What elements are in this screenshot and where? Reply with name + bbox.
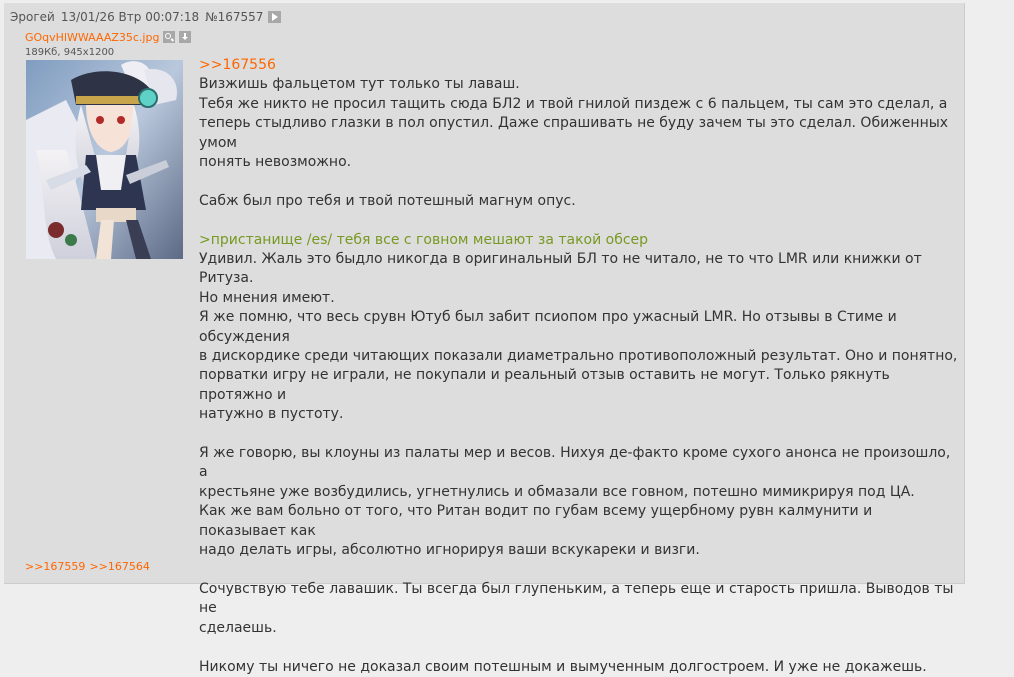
file-line — [25, 30, 191, 44]
post — [4, 3, 965, 675]
body-line: Я же помню, что весь срувн Ютуб был забит псиопом про ужасный LMR. Но отзывы в Стиме и обсуждения — [199, 309, 902, 345]
post-thumbnail[interactable] — [26, 60, 183, 259]
body-line: Я же говорю, вы клоуны из палаты мер и весов. Нихуя де-факто кроме сухого анонса не произошло, а — [199, 445, 955, 481]
reply-backlink[interactable]: >>167559 — [25, 560, 86, 573]
body-line: Тебя же никто не просил тащить сюда БЛ2 и твой гнилой пиздеж с 6 пальцем, ты сам это сделал, а — [199, 95, 948, 112]
greentext-quote: >пристанище /es/ тебя все с говном мешают за такой обсер — [199, 231, 649, 248]
body-line: Как же вам больно от того, что Ритан водит по губам всему ущербному рувн калмунити и показывает как — [199, 503, 877, 539]
body-line: понять невозможно. — [199, 154, 352, 171]
reply-backlink[interactable]: >>167564 — [89, 560, 150, 573]
body-line: сделаешь. — [199, 619, 277, 636]
post-body — [199, 56, 959, 677]
body-line: Визжишь фальцетом тут только ты лаваш. — [199, 76, 520, 93]
post-date: 13/01/26 Втр 00:07:18 — [60, 10, 200, 24]
body-line: теперь стыдливо глазки в пол опустил. Даже спрашивать не буду зачем ты это сделал. Обиженных умом — [199, 115, 953, 151]
body-line: крестьяне уже возбудились, угнетнулись и обмазали все говном, потешно мимикрируя под ЦА. — [199, 483, 915, 500]
thumbnail-image — [26, 60, 183, 259]
body-line: Никому ты ничего не доказал своим потешным и вымученным долгостроем. И уже не докажешь. — [199, 658, 927, 675]
search-icon[interactable] — [163, 31, 175, 43]
play-triangle-icon[interactable] — [268, 11, 281, 23]
body-line: Но мнения имеют. — [199, 289, 335, 306]
post-header — [10, 9, 281, 25]
body-line: Удивил. Жаль это быдло никогда в оригинальный БЛ то не читало, не то что LMR или книжки от Ритуза. — [199, 251, 927, 287]
reply-link[interactable]: >>167556 — [199, 57, 276, 73]
poster-name: Эрогей — [10, 10, 55, 24]
body-line: Сочувствую тебе лавашик. Ты всегда был глупеньким, а теперь еще и старость пришла. Выводов ты не — [199, 580, 958, 617]
body-line: Сабж был про тебя и твой потешный магнум опус. — [199, 192, 576, 209]
body-line: в дискордике среди читающих показали диаметрально противоположный результат. Оно и понятно, — [199, 348, 958, 365]
body-line: порватки игру не играли, не покупали и реальный отзыв оставить не могут. Только рякнуть протяжно и — [199, 367, 895, 403]
file-info: 189Кб, 945x1200 — [25, 47, 115, 58]
post-number[interactable]: №167557 — [205, 10, 264, 24]
download-icon[interactable] — [179, 31, 191, 43]
file-name-link[interactable]: GOqvHlWWAAAZ35c.jpg — [25, 30, 160, 44]
body-line: надо делать игры, абсолютно игнорируя ваши вскукареки и визги. — [199, 542, 700, 559]
body-line: натужно в пустоту. — [199, 406, 344, 423]
replies-list — [25, 560, 150, 573]
